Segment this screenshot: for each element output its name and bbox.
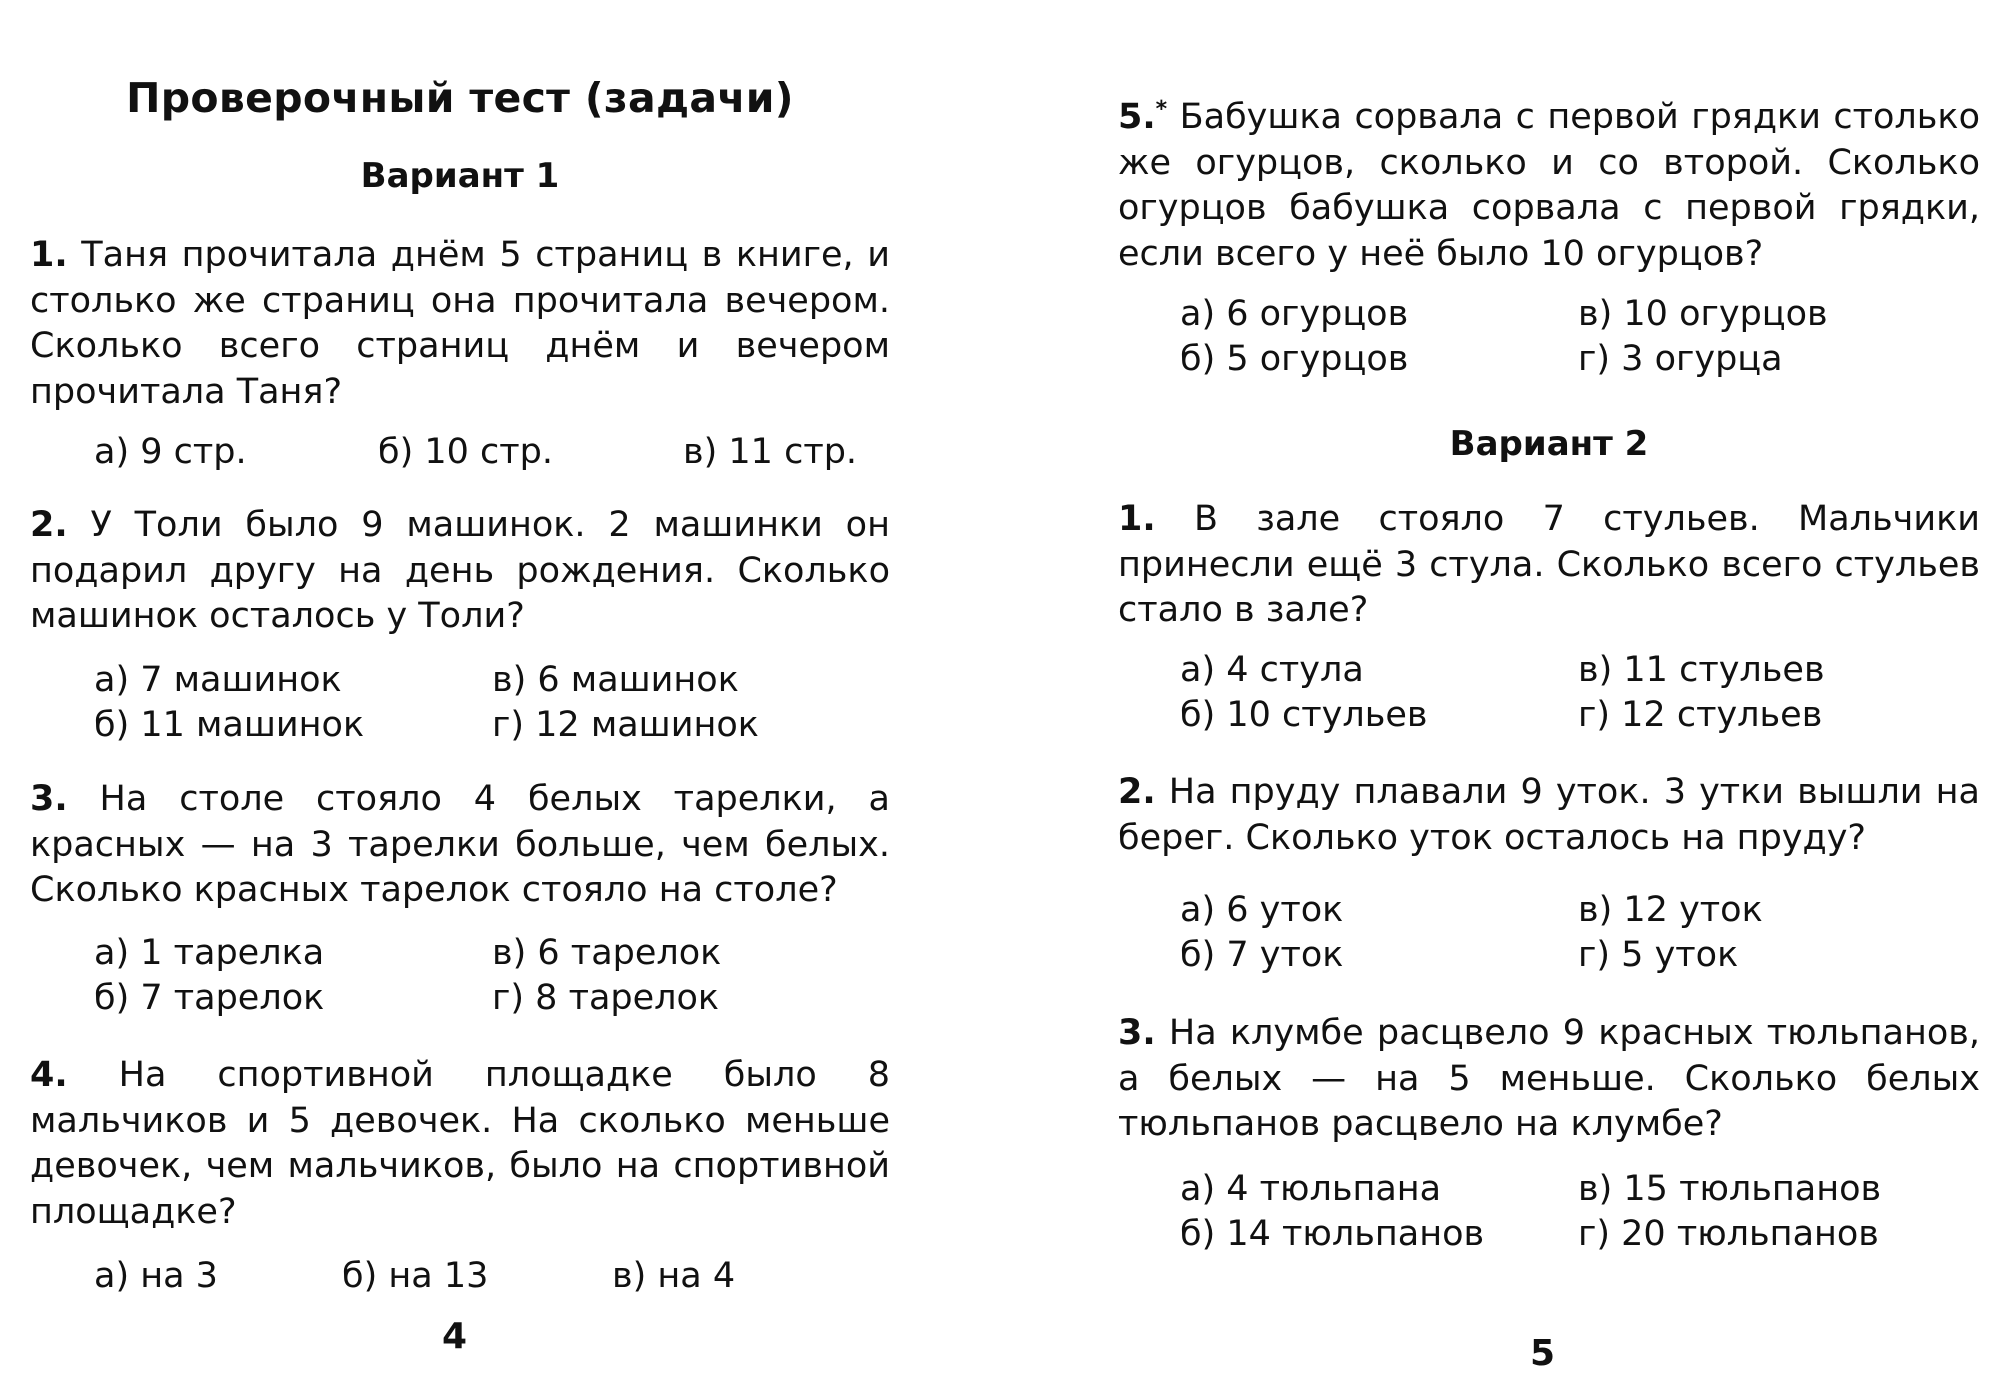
option-v: в) 11 стр. — [683, 432, 858, 472]
question-text: На столе стояло 4 белых тарелки, а красных — на 3 тарелки больше, чем белых. Сколько красных тарелок стояло на столе? — [30, 779, 890, 910]
option-a: а) на 3 — [94, 1256, 218, 1296]
option-g: г) 5 уток — [1578, 935, 1739, 975]
option-a: а) 6 огурцов — [1180, 294, 1409, 334]
option-v: в) 6 машинок — [492, 660, 739, 700]
variant-1-heading: Вариант 1 — [360, 156, 560, 196]
v2-question-2 — [1118, 770, 1980, 861]
question-5 — [1118, 95, 1980, 277]
question-number: 2. — [1118, 772, 1156, 812]
question-4 — [30, 1053, 890, 1235]
v2-question-1 — [1118, 497, 1980, 634]
option-g: г) 20 тюльпанов — [1578, 1214, 1879, 1254]
option-b: б) 10 стр. — [378, 432, 553, 472]
option-b: б) 14 тюльпанов — [1180, 1214, 1485, 1254]
option-a: а) 7 машинок — [94, 660, 342, 700]
question-number: 1. — [30, 235, 68, 275]
question-number: 4. — [30, 1055, 68, 1095]
option-b: б) 7 тарелок — [94, 978, 325, 1018]
option-a: а) 1 тарелка — [94, 933, 325, 973]
page-number: 5 — [1530, 1333, 1556, 1374]
option-v: в) 10 огурцов — [1578, 294, 1828, 334]
option-v: в) 12 уток — [1578, 890, 1763, 930]
option-v: в) 11 стульев — [1578, 650, 1825, 690]
option-a: а) 4 тюльпана — [1180, 1169, 1442, 1209]
option-a: а) 6 уток — [1180, 890, 1344, 930]
question-2 — [30, 503, 890, 640]
question-number: 5. — [1118, 97, 1156, 137]
question-text: На спортивной площадке было 8 мальчиков и 5 девочек. На сколько меньше девочек, чем мальчиков, было на спортивной площадке? — [30, 1055, 890, 1232]
option-b: б) 5 огурцов — [1180, 339, 1409, 379]
question-text: Бабушка сорвала с первой грядки столько же огурцов, сколько и со второй. Сколько огурцов бабушка сорвала с первой грядки, если всего у неё было 10 огурцов? — [1118, 97, 1980, 274]
option-b: б) 10 стульев — [1180, 695, 1428, 735]
star-mark: * — [1155, 97, 1168, 122]
option-a: а) 4 стула — [1180, 650, 1364, 690]
question-1 — [30, 233, 890, 415]
option-b: б) на 13 — [342, 1256, 489, 1296]
test-title: Проверочный тест (задачи) — [126, 74, 794, 122]
question-text: На пруду плавали 9 уток. 3 утки вышли на берег. Сколько уток осталось на пруду? — [1118, 772, 1980, 858]
option-g: г) 12 стульев — [1578, 695, 1823, 735]
question-3 — [30, 777, 890, 914]
page-number: 4 — [442, 1316, 468, 1357]
question-text: В зале стояло 7 стульев. Мальчики принесли ещё 3 стула. Сколько всего стульев стало в зале? — [1118, 499, 1980, 630]
v2-question-3 — [1118, 1011, 1980, 1148]
option-g: г) 12 машинок — [492, 705, 759, 745]
option-v: в) 15 тюльпанов — [1578, 1169, 1882, 1209]
option-g: г) 8 тарелок — [492, 978, 720, 1018]
left-page — [30, 0, 890, 1394]
question-number: 3. — [1118, 1013, 1156, 1053]
option-v: в) 6 тарелок — [492, 933, 722, 973]
variant-2-heading: Вариант 2 — [1449, 424, 1649, 464]
option-v: в) на 4 — [612, 1256, 736, 1296]
question-number: 3. — [30, 779, 68, 819]
option-a: а) 9 стр. — [94, 432, 247, 472]
option-g: г) 3 огурца — [1578, 339, 1783, 379]
question-number: 2. — [30, 505, 68, 545]
right-page — [1118, 0, 1980, 1394]
question-number: 1. — [1118, 499, 1156, 539]
option-b: б) 7 уток — [1180, 935, 1344, 975]
question-text: Таня прочитала днём 5 страниц в книге, и столько же страниц она прочитала вечером. Сколько всего страниц днём и вечером прочитала Таня? — [30, 235, 890, 412]
question-text: На клумбе расцвело 9 красных тюльпанов, а белых — на 5 меньше. Сколько белых тюльпанов расцвело на клумбе? — [1118, 1013, 1980, 1144]
option-b: б) 11 машинок — [94, 705, 365, 745]
question-text: У Толи было 9 машинок. 2 машинки он подарил другу на день рождения. Сколько машинок осталось у Толи? — [30, 505, 890, 636]
